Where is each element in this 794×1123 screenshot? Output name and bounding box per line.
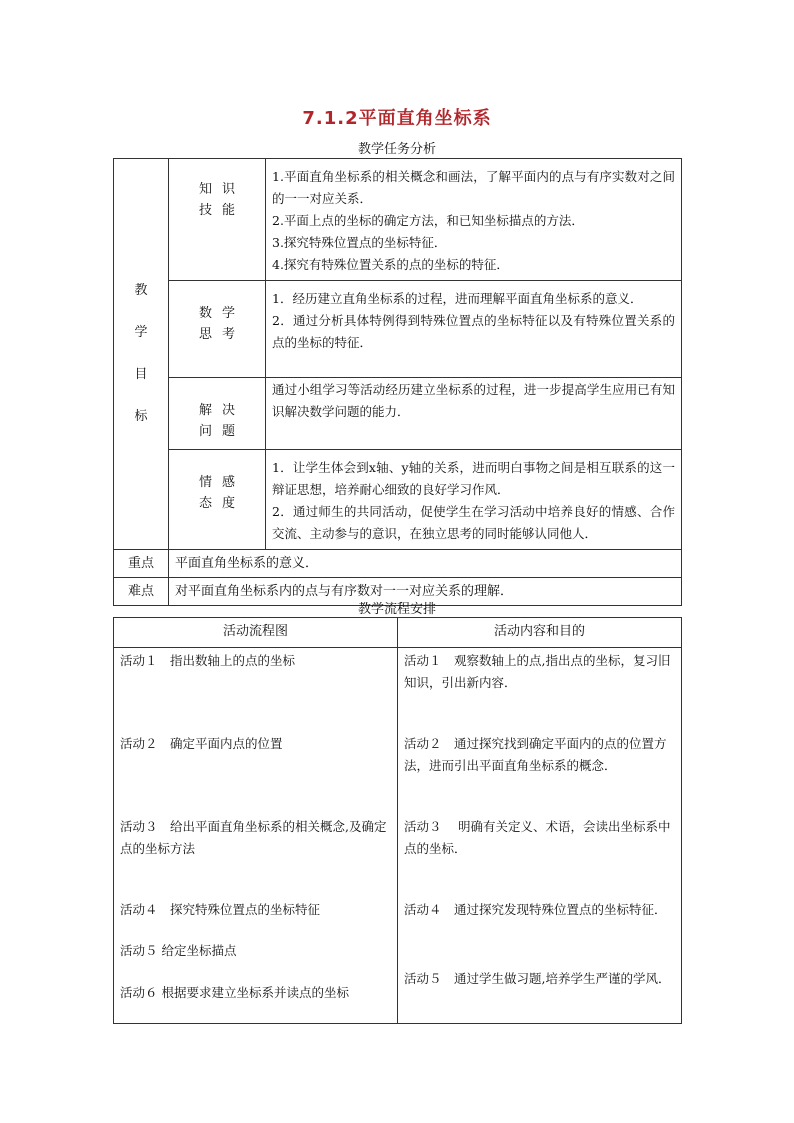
- flow-header-left: 活动流程图: [114, 618, 398, 648]
- document-title: 7.1.2平面直角坐标系: [302, 108, 492, 129]
- key-point-text: 平面直角坐标系的意义．: [169, 550, 682, 578]
- goal-content-thinking: 1．经历建立直角坐标系的过程，进而理解平面直角坐标系的意义． 2．通过分析具体特例得到特殊位置点的坐标特征以及有特殊位置关系的点的坐标的特征．: [266, 281, 682, 378]
- flow-left-item: 活动２ 确定平面内点的位置: [120, 736, 283, 751]
- teaching-goals-table: [113, 158, 682, 606]
- goals-label-char: 标: [134, 409, 148, 424]
- key-point-label: 重点: [114, 550, 169, 578]
- goals-label-char: 学: [134, 325, 148, 340]
- flow-left-item: 活动６ 根据要求建立坐标系并读点的坐标: [120, 985, 349, 1000]
- difficult-point-text: 对平面直角坐标系内的点与有序数对一一对应关系的理解．: [169, 578, 682, 606]
- flow-left-column: [114, 648, 398, 1024]
- goal-content-problem-solving: 通过小组学习等活动经历建立坐标系的过程，进一步提高学生应用已有知识解决数学问题的能力．: [266, 378, 682, 450]
- flow-right-item: 活动４ 通过探究发现特殊位置点的坐标特征．: [404, 902, 667, 917]
- difficult-point-label: 难点: [114, 578, 169, 606]
- flow-right-item: 活动５ 通过学生做习题,培养学生严谨的学风．: [404, 971, 671, 986]
- goal-category-thinking: 数学 思考: [169, 281, 266, 378]
- flow-right-column: [398, 648, 682, 1024]
- flow-left-item: 活动３ 给出平面直角坐标系的相关概念,及确定点的坐标方法: [120, 819, 387, 856]
- flow-left-item: 活动５ 给定坐标描点: [120, 943, 237, 958]
- goal-category-knowledge: 知识 技能: [169, 159, 266, 281]
- goals-label-char: 教: [134, 283, 148, 298]
- task-analysis-caption: 教学任务分析: [357, 142, 436, 157]
- flow-left-item: 活动４ 探究特殊位置点的坐标特征: [120, 902, 321, 917]
- goal-category-problem-solving: 解决 问题: [169, 378, 266, 450]
- goal-content-knowledge: 1.平面直角坐标系的相关概念和画法，了解平面内的点与有序实数对之间的一一对应关系． 2.平面上点的坐标的确定方法，和已知坐标描点的方法． 3.探究特殊位置点的坐标特征． 4.探究有特殊位置关系的点的坐标的特征．: [266, 159, 682, 281]
- goal-category-attitude: 情感 态度: [169, 450, 266, 550]
- teaching-flow-table: [113, 617, 682, 1024]
- goals-label: [114, 159, 169, 550]
- flow-header-right: 活动内容和目的: [398, 618, 682, 648]
- goal-content-attitude: 1．让学生体会到x轴、y轴的关系，进而明白事物之间是相互联系的这一辩证思想，培养耐心细致的良好学习作风． 2．通过师生的共同活动，促使学生在学习活动中培养良好的情感、合作交流、主动参与的意识，在独立思考的同时能够认同他人．: [266, 450, 682, 550]
- flow-right-item: 活动１ 观察数轴上的点,指出点的坐标，复习旧知识，引出新内容．: [404, 653, 671, 690]
- goals-label-char: 目: [134, 367, 148, 382]
- flow-right-item: 活动２ 通过探究找到确定平面内的点的位置方法，进而引出平面直角坐标系的概念．: [404, 736, 667, 773]
- flow-right-item: 活动３ 明确有关定义、术语，会读出坐标系中点的坐标．: [404, 819, 671, 856]
- flow-caption: 教学流程安排: [357, 602, 436, 617]
- flow-left-item: 活动１ 指出数轴上的点的坐标: [120, 653, 296, 668]
